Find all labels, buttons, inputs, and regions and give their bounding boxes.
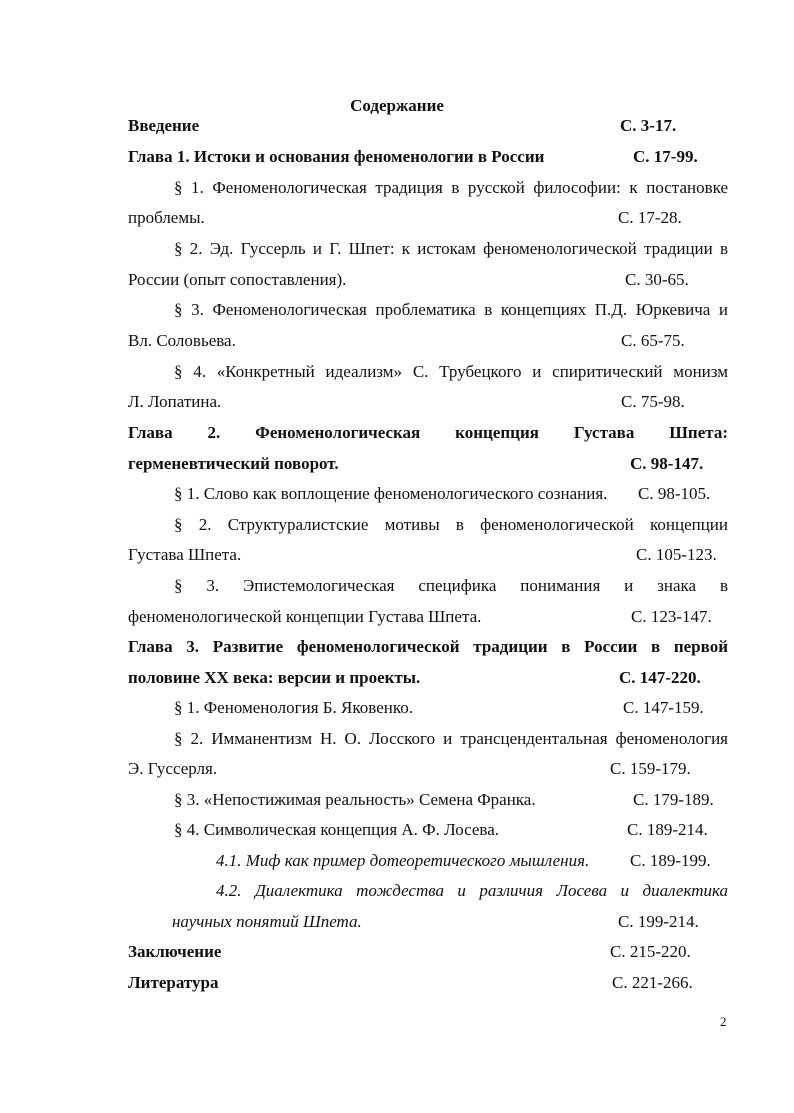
toc-label: герменевтический поворот. xyxy=(128,454,339,473)
toc-entry-chapter-1[interactable] xyxy=(128,145,728,169)
page-number: 2 xyxy=(720,1014,727,1029)
toc-entry-ch3-s2-line1[interactable] xyxy=(128,727,728,751)
toc-pages: С. 215-220. xyxy=(610,942,691,961)
toc-label: § 4. Символическая концепция А. Ф. Лосева. xyxy=(174,820,500,839)
toc-label: Густава Шпета. xyxy=(128,545,242,564)
toc-entry-chapter-3-line2[interactable] xyxy=(128,666,728,690)
toc-pages: С. 221-266. xyxy=(612,973,693,992)
toc-pages: С. 98-147. xyxy=(630,454,704,473)
toc-entry-ch1-s2-line1[interactable] xyxy=(128,237,728,261)
toc-label: научных понятий Шпета. xyxy=(172,912,362,931)
toc-entry-ch1-s4-line1[interactable] xyxy=(128,360,728,384)
toc-entry-ch3-s3[interactable] xyxy=(128,788,728,812)
toc-label: § 1. Феноменология Б. Яковенко. xyxy=(174,698,414,717)
toc-entry-ch3-s1[interactable] xyxy=(128,696,728,720)
toc-entry-chapter-2-line1[interactable]: Глава 2. Феноменологическая концепция Густава Шпета: xyxy=(128,423,728,442)
toc-entry-ch1-s3-line1[interactable] xyxy=(128,298,728,322)
toc-label: § 1. Слово как воплощение феноменологического сознания. xyxy=(174,484,608,503)
toc-label: § 2. Имманентизм Н. О. Лосского и трансцендентальная феноменология xyxy=(174,729,728,748)
toc-entry-ch1-s3-line2[interactable] xyxy=(128,329,728,353)
toc-entry-ch1-s4-line2[interactable] xyxy=(128,390,728,414)
toc-entry-ch3-s4-1[interactable] xyxy=(128,849,728,873)
toc-pages: С. 65-75. xyxy=(621,331,685,350)
toc-label: 4.1. Миф как пример дотеоретического мышления. xyxy=(216,851,590,870)
toc-entry-intro[interactable] xyxy=(128,114,728,138)
toc-pages: С. 17-99. xyxy=(633,147,698,166)
page-title: Содержание xyxy=(350,96,444,115)
toc-label: Л. Лопатина. xyxy=(128,392,222,411)
toc-entry-chapter-2-line2[interactable] xyxy=(128,452,728,476)
toc-entry-ch2-s1[interactable] xyxy=(128,482,728,506)
toc-label: § 3. «Непостижимая реальность» Семена Франка. xyxy=(174,790,536,809)
toc-label: § 2. Структуралистские мотивы в феноменологической концепции xyxy=(174,515,728,534)
toc-entry-conclusion[interactable] xyxy=(128,940,728,964)
toc-label: Заключение xyxy=(128,942,222,961)
toc-label: Вл. Соловьева. xyxy=(128,331,236,350)
toc-pages: С. 147-159. xyxy=(623,698,704,717)
toc-pages: С. 98-105. xyxy=(638,484,711,503)
toc-entry-literature[interactable] xyxy=(128,971,728,995)
toc-label: проблемы. xyxy=(128,208,205,227)
toc-label: § 3. Феноменологическая проблематика в концепциях П.Д. Юркевича и xyxy=(174,300,728,319)
toc-label: Э. Гуссерля. xyxy=(128,759,218,778)
toc-entry-chapter-3-line1[interactable]: Глава 3. Развитие феноменологической традиции в России в первой xyxy=(128,637,728,656)
toc-label: половине ХХ века: версии и проекты. xyxy=(128,668,421,687)
toc-label: Введение xyxy=(128,116,200,135)
toc-label: § 3. Эпистемологическая специфика понимания и знака в xyxy=(174,576,728,595)
toc-entry-ch3-s2-line2[interactable] xyxy=(128,757,728,781)
toc-pages: С. 189-214. xyxy=(627,820,708,839)
toc-pages: С. 123-147. xyxy=(631,607,712,626)
toc-entry-ch2-s2-line2[interactable] xyxy=(128,543,728,567)
toc-pages: С. 147-220. xyxy=(619,668,701,687)
toc-pages: С. 189-199. xyxy=(630,851,711,870)
toc-entry-ch2-s3-line2[interactable] xyxy=(128,605,728,629)
toc-label: Глава 1. Истоки и основания феноменологии в России xyxy=(128,147,545,166)
toc-pages: С. 159-179. xyxy=(610,759,691,778)
toc-pages: С. 199-214. xyxy=(618,912,699,931)
toc-entry-ch1-s1-line1[interactable] xyxy=(128,176,728,200)
toc-pages: С. 75-98. xyxy=(621,392,685,411)
toc-label: § 2. Эд. Гуссерль и Г. Шпет: к истокам феноменологической традиции в xyxy=(174,239,728,258)
toc-label: феноменологической концепции Густава Шпета. xyxy=(128,607,482,626)
toc-entry-ch3-s4[interactable] xyxy=(128,818,728,842)
toc-entry-ch2-s3-line1[interactable] xyxy=(128,574,728,598)
toc-label: 4.2. Диалектика тождества и различия Лосева и диалектика xyxy=(216,881,728,900)
toc-label: § 1. Феноменологическая традиция в русской философии: к постановке xyxy=(174,178,728,197)
toc-entry-ch2-s2-line1[interactable] xyxy=(128,513,728,537)
toc-entry-ch3-s4-2-line2[interactable] xyxy=(172,910,728,934)
toc-label: Литература xyxy=(128,973,219,992)
toc-entry-ch3-s4-2-line1[interactable] xyxy=(172,879,728,903)
toc-pages: С. 3-17. xyxy=(620,116,677,135)
toc-label: России (опыт сопоставления). xyxy=(128,270,347,289)
toc-pages: С. 17-28. xyxy=(618,208,682,227)
toc-entry-ch1-s1-line2[interactable] xyxy=(128,206,728,230)
toc-entry-ch1-s2-line2[interactable] xyxy=(128,268,728,292)
toc-label: § 4. «Конкретный идеализм» С. Трубецкого и спиритический монизм xyxy=(174,362,728,381)
toc-pages: С. 179-189. xyxy=(633,790,714,809)
toc-pages: С. 30-65. xyxy=(625,270,689,289)
toc-pages: С. 105-123. xyxy=(636,545,717,564)
